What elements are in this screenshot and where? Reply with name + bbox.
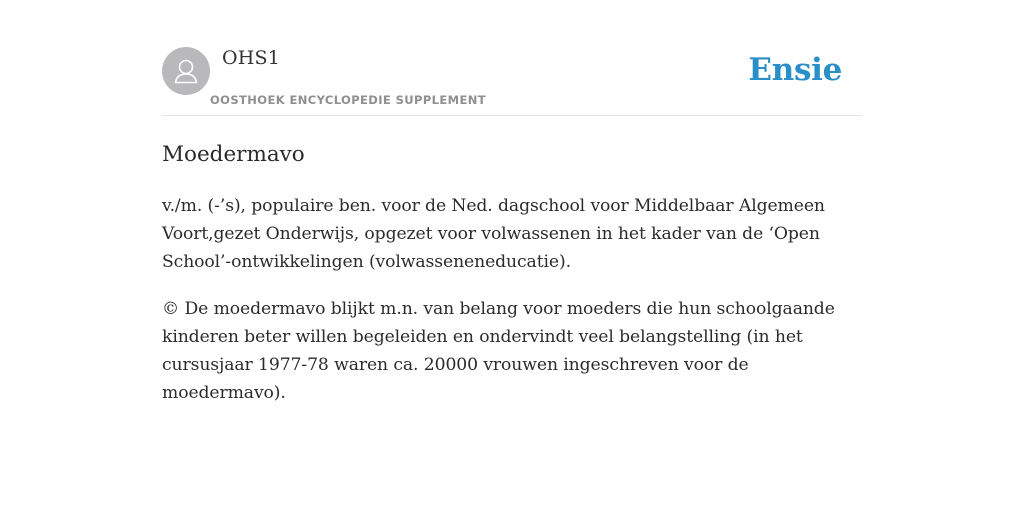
user-silhouette-icon bbox=[162, 47, 210, 95]
entry-paragraph-note: © De moedermavo blijkt m.n. van belang voor moeders die hun schoolgaande kinderen beter willen begeleiden en ondervindt veel belangstelling (in het cursusjaar 1977-78 waren ca. 20000 vrouwen ingeschreven voor de moedermavo). bbox=[162, 299, 835, 403]
source-header bbox=[162, 46, 862, 116]
entry-paragraph-definition: v./m. (-’s), populaire ben. voor de Ned. dagschool voor Middelbaar Algemeen Voort,gezet Onderwijs, opgezet voor volwassenen in het kader van de ‘Open School’-ontwikkelingen (volwasseneneducatie). bbox=[162, 196, 825, 272]
source-name-link[interactable]: OOSTHOEK ENCYCLOPEDIE SUPPLEMENT bbox=[210, 93, 487, 107]
source-avatar[interactable] bbox=[162, 47, 210, 95]
entry-title: Moedermavo bbox=[162, 142, 305, 167]
entry-body bbox=[162, 192, 867, 426]
source-code-link[interactable]: OHS1 bbox=[222, 47, 281, 69]
ensie-logo-link[interactable]: Ensie bbox=[748, 52, 842, 88]
